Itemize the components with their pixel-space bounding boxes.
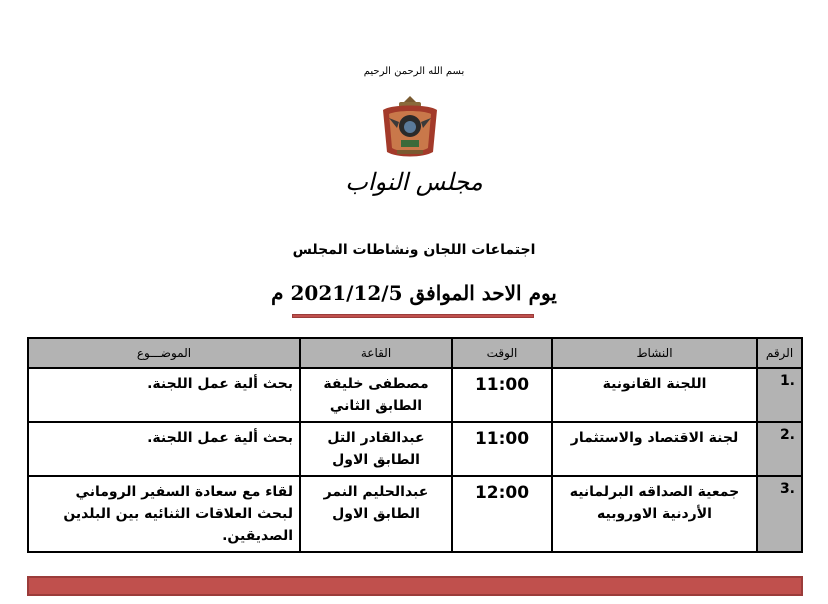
row-topic: بحث ألية عمل اللجنة.: [28, 422, 300, 476]
row-activity: لجنة الاقتصاد والاستثمار: [552, 422, 757, 476]
header-time: الوقت: [452, 338, 552, 368]
row-activity: اللجنة القانونية: [552, 368, 757, 422]
footer-bar: [27, 576, 803, 596]
row-time: 12:00: [452, 476, 552, 552]
row-topic: بحث ألية عمل اللجنة.: [28, 368, 300, 422]
header-number: الرقم: [757, 338, 802, 368]
table-header-row: [28, 338, 802, 368]
page-heading: اجتماعات اللجان ونشاطات المجلس: [292, 242, 536, 258]
row-activity: جمعية الصداقه البرلمانيه الأردنية الاوروبيه: [552, 476, 757, 552]
row-hall: عبدالحليم النمر الطابق الاول: [300, 476, 452, 552]
header-activity: النشاط: [552, 338, 757, 368]
jordan-coat-of-arms-icon: [377, 94, 443, 160]
row-topic: لقاء مع سعادة السفير الروماني لبحث العلاقات الثنائيه بين البلدين الصديقين.: [28, 476, 300, 552]
table-row: [28, 422, 802, 476]
institution-name: مجلس النواب: [345, 168, 483, 196]
table-row: [28, 368, 802, 422]
row-number: 3.: [757, 476, 802, 552]
row-hall: مصطفى خليفة الطابق الثاني: [300, 368, 452, 422]
row-hall: عبدالقادر التل الطابق الاول: [300, 422, 452, 476]
header-hall: القاعة: [300, 338, 452, 368]
agenda-table: [27, 337, 803, 553]
date-line: يوم الاحد الموافق 2021/12/5 م: [271, 281, 557, 305]
basmala-text: بسم الله الرحمن الرحيم: [363, 66, 465, 77]
row-time: 11:00: [452, 368, 552, 422]
table-row: [28, 476, 802, 552]
row-time: 11:00: [452, 422, 552, 476]
header-topic: الموضـــوع: [28, 338, 300, 368]
title-underline: [292, 314, 534, 318]
row-number: 2.: [757, 422, 802, 476]
row-number: 1.: [757, 368, 802, 422]
